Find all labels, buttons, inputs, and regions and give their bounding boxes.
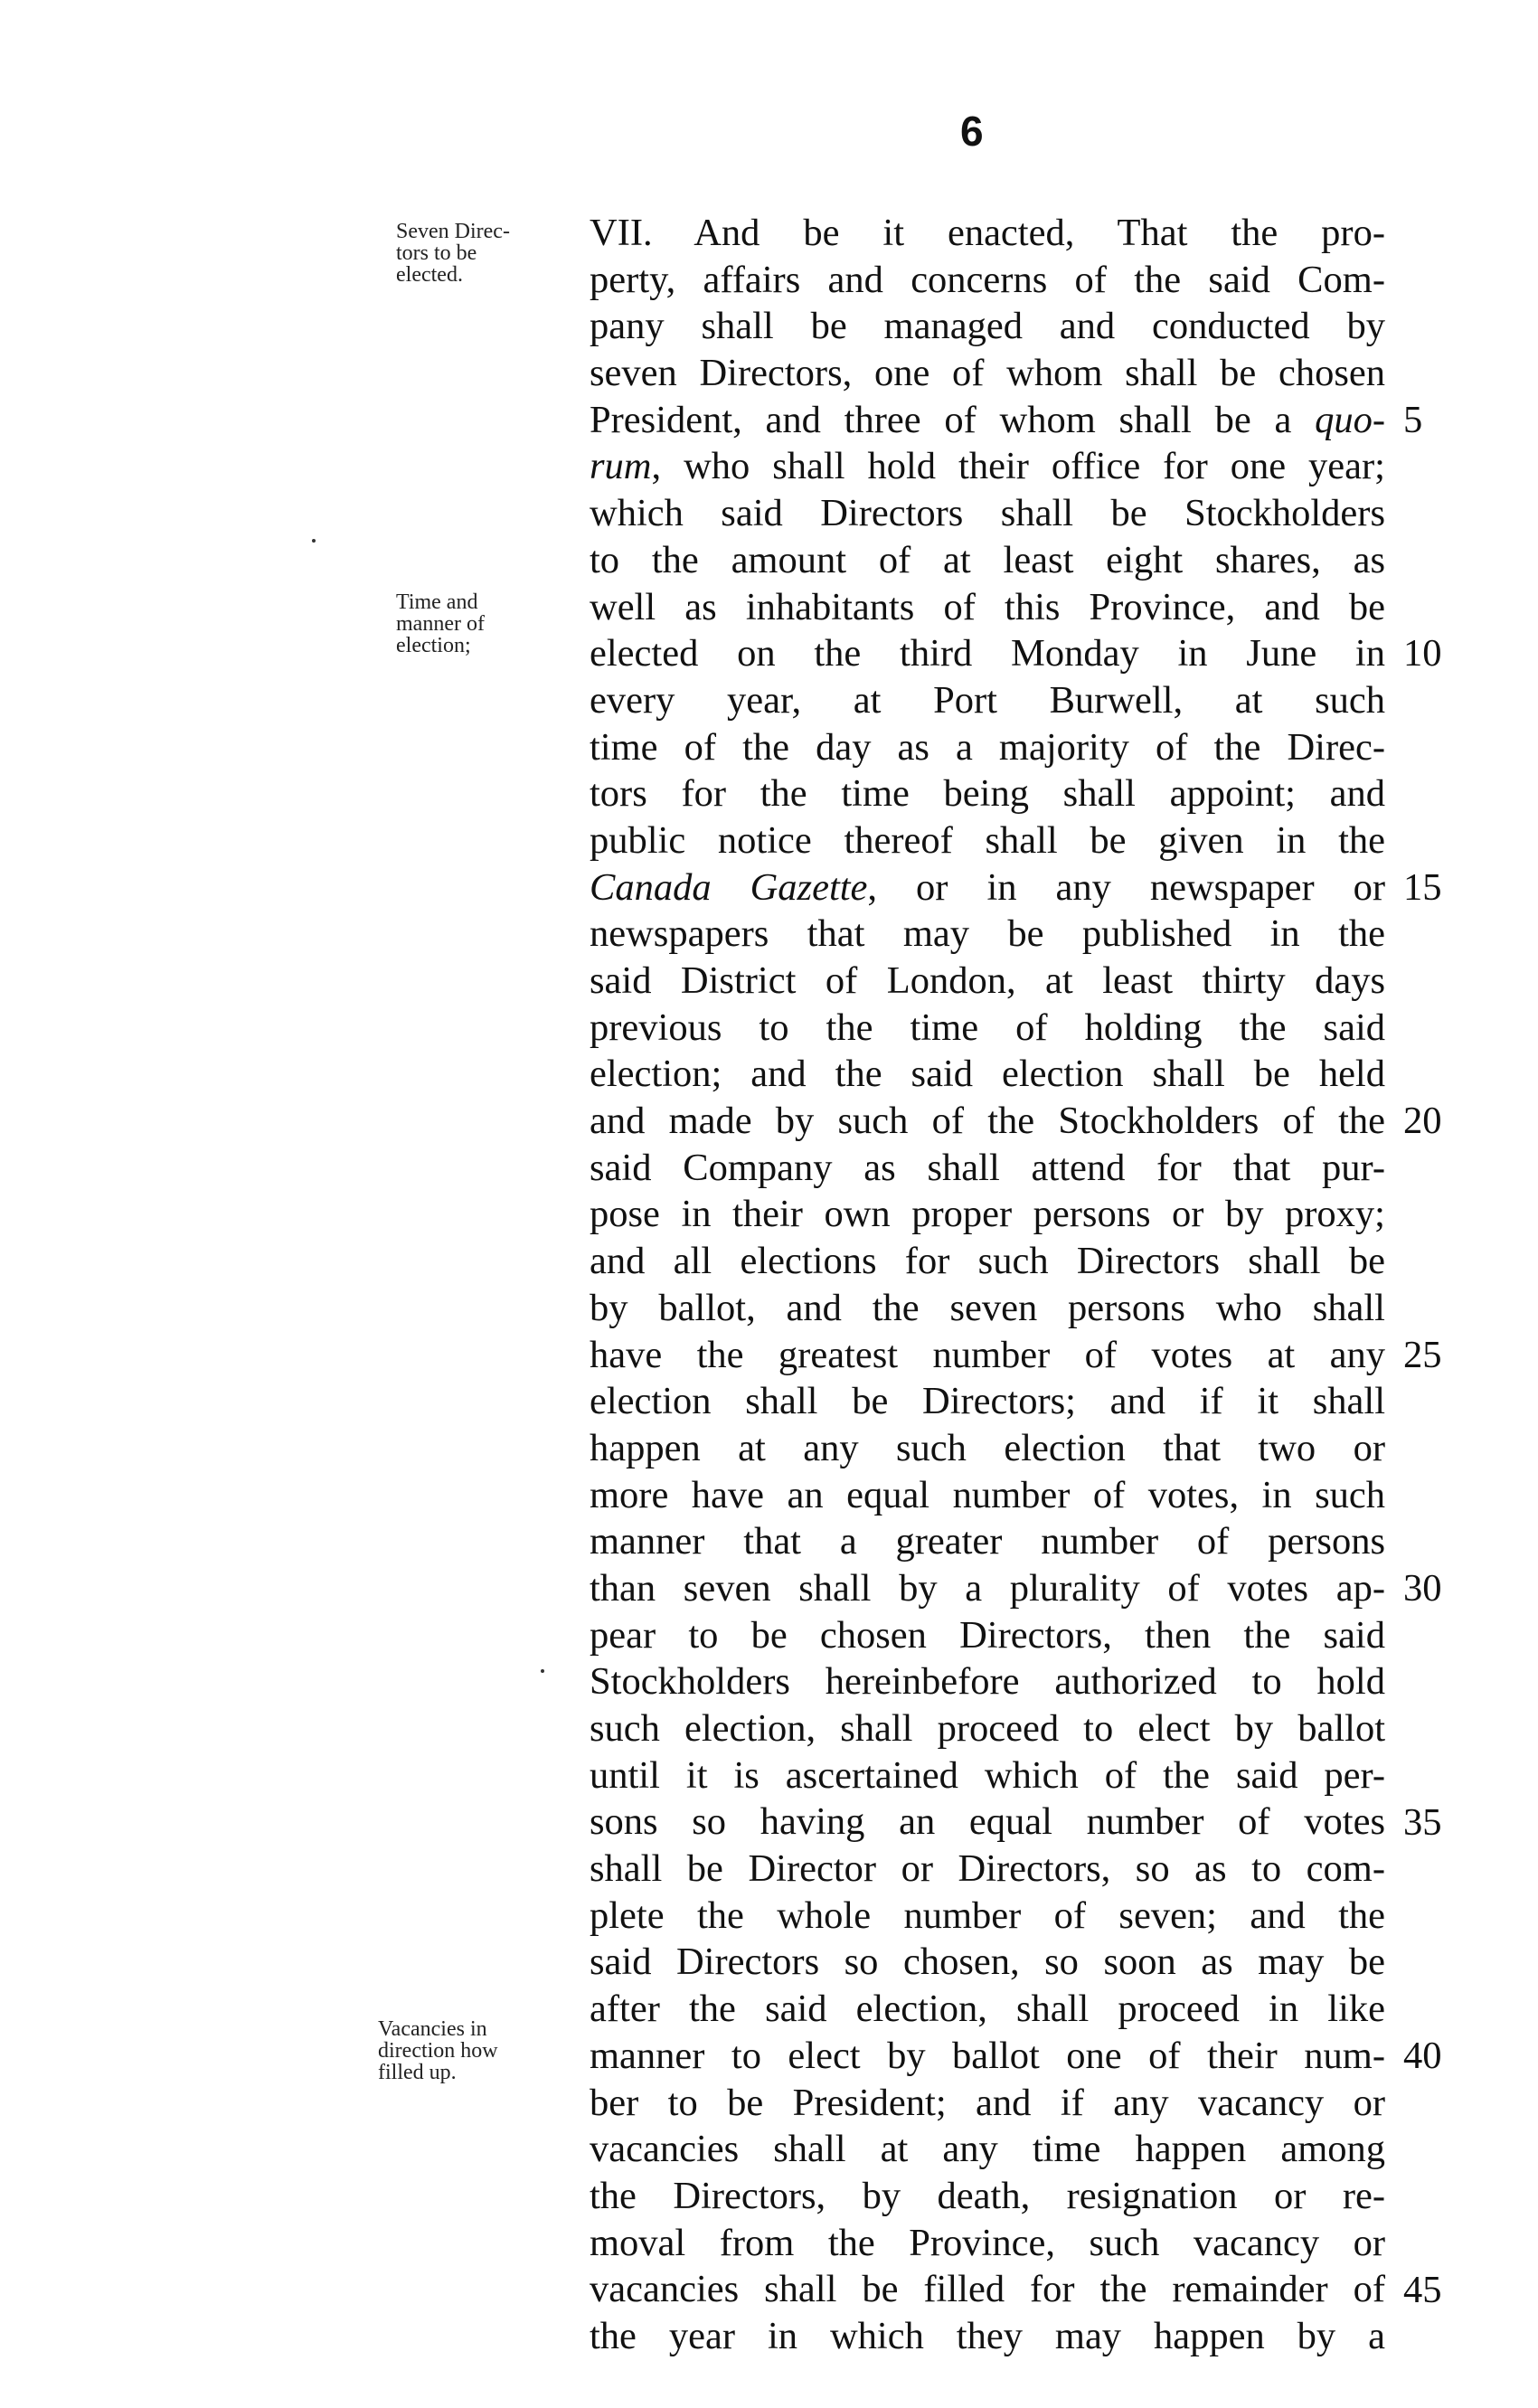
margin-note-line: Vacancies in bbox=[378, 2017, 487, 2041]
body-line: pany shall be managed and conducted by bbox=[590, 305, 1385, 348]
line-number: 5 bbox=[1403, 398, 1423, 441]
body-line: tors for the time being shall appoint; and bbox=[590, 772, 1385, 816]
body-line: until it is ascertained which of the said per- bbox=[590, 1753, 1385, 1797]
margin-note-line: filled up. bbox=[378, 2061, 457, 2084]
body-line: and all elections for such Directors shall be bbox=[590, 1240, 1385, 1283]
print-speck bbox=[541, 1669, 544, 1673]
body-line: previous to the time of holding the said bbox=[590, 1006, 1385, 1049]
margin-note-line: elected. bbox=[396, 263, 463, 287]
margin-note-time-and-manner bbox=[396, 591, 485, 656]
body-line: vacancies shall be filled for the remainder of bbox=[590, 2268, 1385, 2311]
line-number: 30 bbox=[1403, 1567, 1442, 1610]
body-line: newspapers that may be published in the bbox=[590, 912, 1385, 956]
body-line: pear to be chosen Directors, then the said bbox=[590, 1613, 1385, 1657]
body-line: rum, who shall hold their office for one year; bbox=[590, 445, 1385, 488]
margin-note-line: Seven Direc- bbox=[396, 220, 510, 243]
line-number: 20 bbox=[1403, 1100, 1442, 1143]
body-line: by ballot, and the seven persons who shall bbox=[590, 1286, 1385, 1329]
body-line: public notice thereof shall be given in the bbox=[590, 818, 1385, 862]
body-line: the year in which they may happen by a bbox=[590, 2314, 1385, 2357]
body-line: the Directors, by death, resignation or re- bbox=[590, 2174, 1385, 2217]
margin-note-line: Time and bbox=[396, 590, 478, 614]
body-line: Stockholders hereinbefore authorized to hold bbox=[590, 1660, 1385, 1704]
body-line: election shall be Directors; and if it shall bbox=[590, 1380, 1385, 1423]
margin-note-line: election; bbox=[396, 634, 471, 657]
body-line: said Company as shall attend for that pur- bbox=[590, 1146, 1385, 1189]
margin-note-seven-directors bbox=[396, 221, 510, 286]
margin-note-line: direction how bbox=[378, 2039, 498, 2063]
line-number: 15 bbox=[1403, 865, 1442, 909]
body-line: pose in their own proper persons or by proxy; bbox=[590, 1193, 1385, 1236]
body-line: happen at any such election that two or bbox=[590, 1426, 1385, 1469]
statute-body-text bbox=[590, 210, 1385, 2360]
margin-note-line: manner of bbox=[396, 612, 485, 636]
margin-note-line: tors to be bbox=[396, 241, 477, 265]
body-line: manner that a greater number of persons bbox=[590, 1520, 1385, 1563]
body-line: which said Directors shall be Stockholders bbox=[590, 492, 1385, 535]
body-line: elected on the third Monday in June in bbox=[590, 632, 1385, 675]
body-line: Canada Gazette, or in any newspaper or bbox=[590, 865, 1385, 909]
print-speck bbox=[312, 539, 316, 543]
body-line: than seven shall by a plurality of votes ap- bbox=[590, 1566, 1385, 1610]
body-line: manner to elect by ballot one of their num- bbox=[590, 2034, 1385, 2077]
line-number: 25 bbox=[1403, 1333, 1442, 1376]
body-line: after the said election, shall proceed in like bbox=[590, 1988, 1385, 2031]
line-number: 45 bbox=[1403, 2268, 1442, 2311]
body-line: more have an equal number of votes, in such bbox=[590, 1473, 1385, 1516]
body-line: said Directors so chosen, so soon as may be bbox=[590, 1941, 1385, 1984]
body-line: shall be Director or Directors, so as to com- bbox=[590, 1847, 1385, 1891]
line-number: 35 bbox=[1403, 1800, 1442, 1844]
body-line: ber to be President; and if any vacancy or bbox=[590, 2081, 1385, 2124]
body-line: such election, shall proceed to elect by ballot bbox=[590, 1707, 1385, 1750]
page-number: 6 bbox=[960, 108, 984, 155]
line-number: 40 bbox=[1403, 2035, 1442, 2078]
margin-note-vacancies bbox=[378, 2018, 498, 2083]
body-line: VII. And be it enacted, That the pro- bbox=[590, 212, 1385, 254]
body-line: and made by such of the Stockholders of the bbox=[590, 1100, 1385, 1143]
body-line: every year, at Port Burwell, at such bbox=[590, 678, 1385, 722]
line-number: 10 bbox=[1403, 632, 1442, 675]
body-line: said District of London, at least thirty days bbox=[590, 959, 1385, 1002]
body-line: President, and three of whom shall be a quo- bbox=[590, 398, 1385, 441]
body-line: have the greatest number of votes at any bbox=[590, 1333, 1385, 1376]
body-line: vacancies shall at any time happen among bbox=[590, 2128, 1385, 2171]
body-line: perty, affairs and concerns of the said Com- bbox=[590, 258, 1385, 301]
body-line: election; and the said election shall be held bbox=[590, 1053, 1385, 1096]
body-line: well as inhabitants of this Province, and be bbox=[590, 585, 1385, 628]
body-line: sons so having an equal number of votes bbox=[590, 1800, 1385, 1844]
body-line: seven Directors, one of whom shall be chosen bbox=[590, 352, 1385, 395]
body-line: moval from the Province, such vacancy or bbox=[590, 2221, 1385, 2264]
body-line: time of the day as a majority of the Direc- bbox=[590, 725, 1385, 769]
body-line: to the amount of at least eight shares, as bbox=[590, 538, 1385, 581]
body-line: plete the whole number of seven; and the bbox=[590, 1893, 1385, 1937]
